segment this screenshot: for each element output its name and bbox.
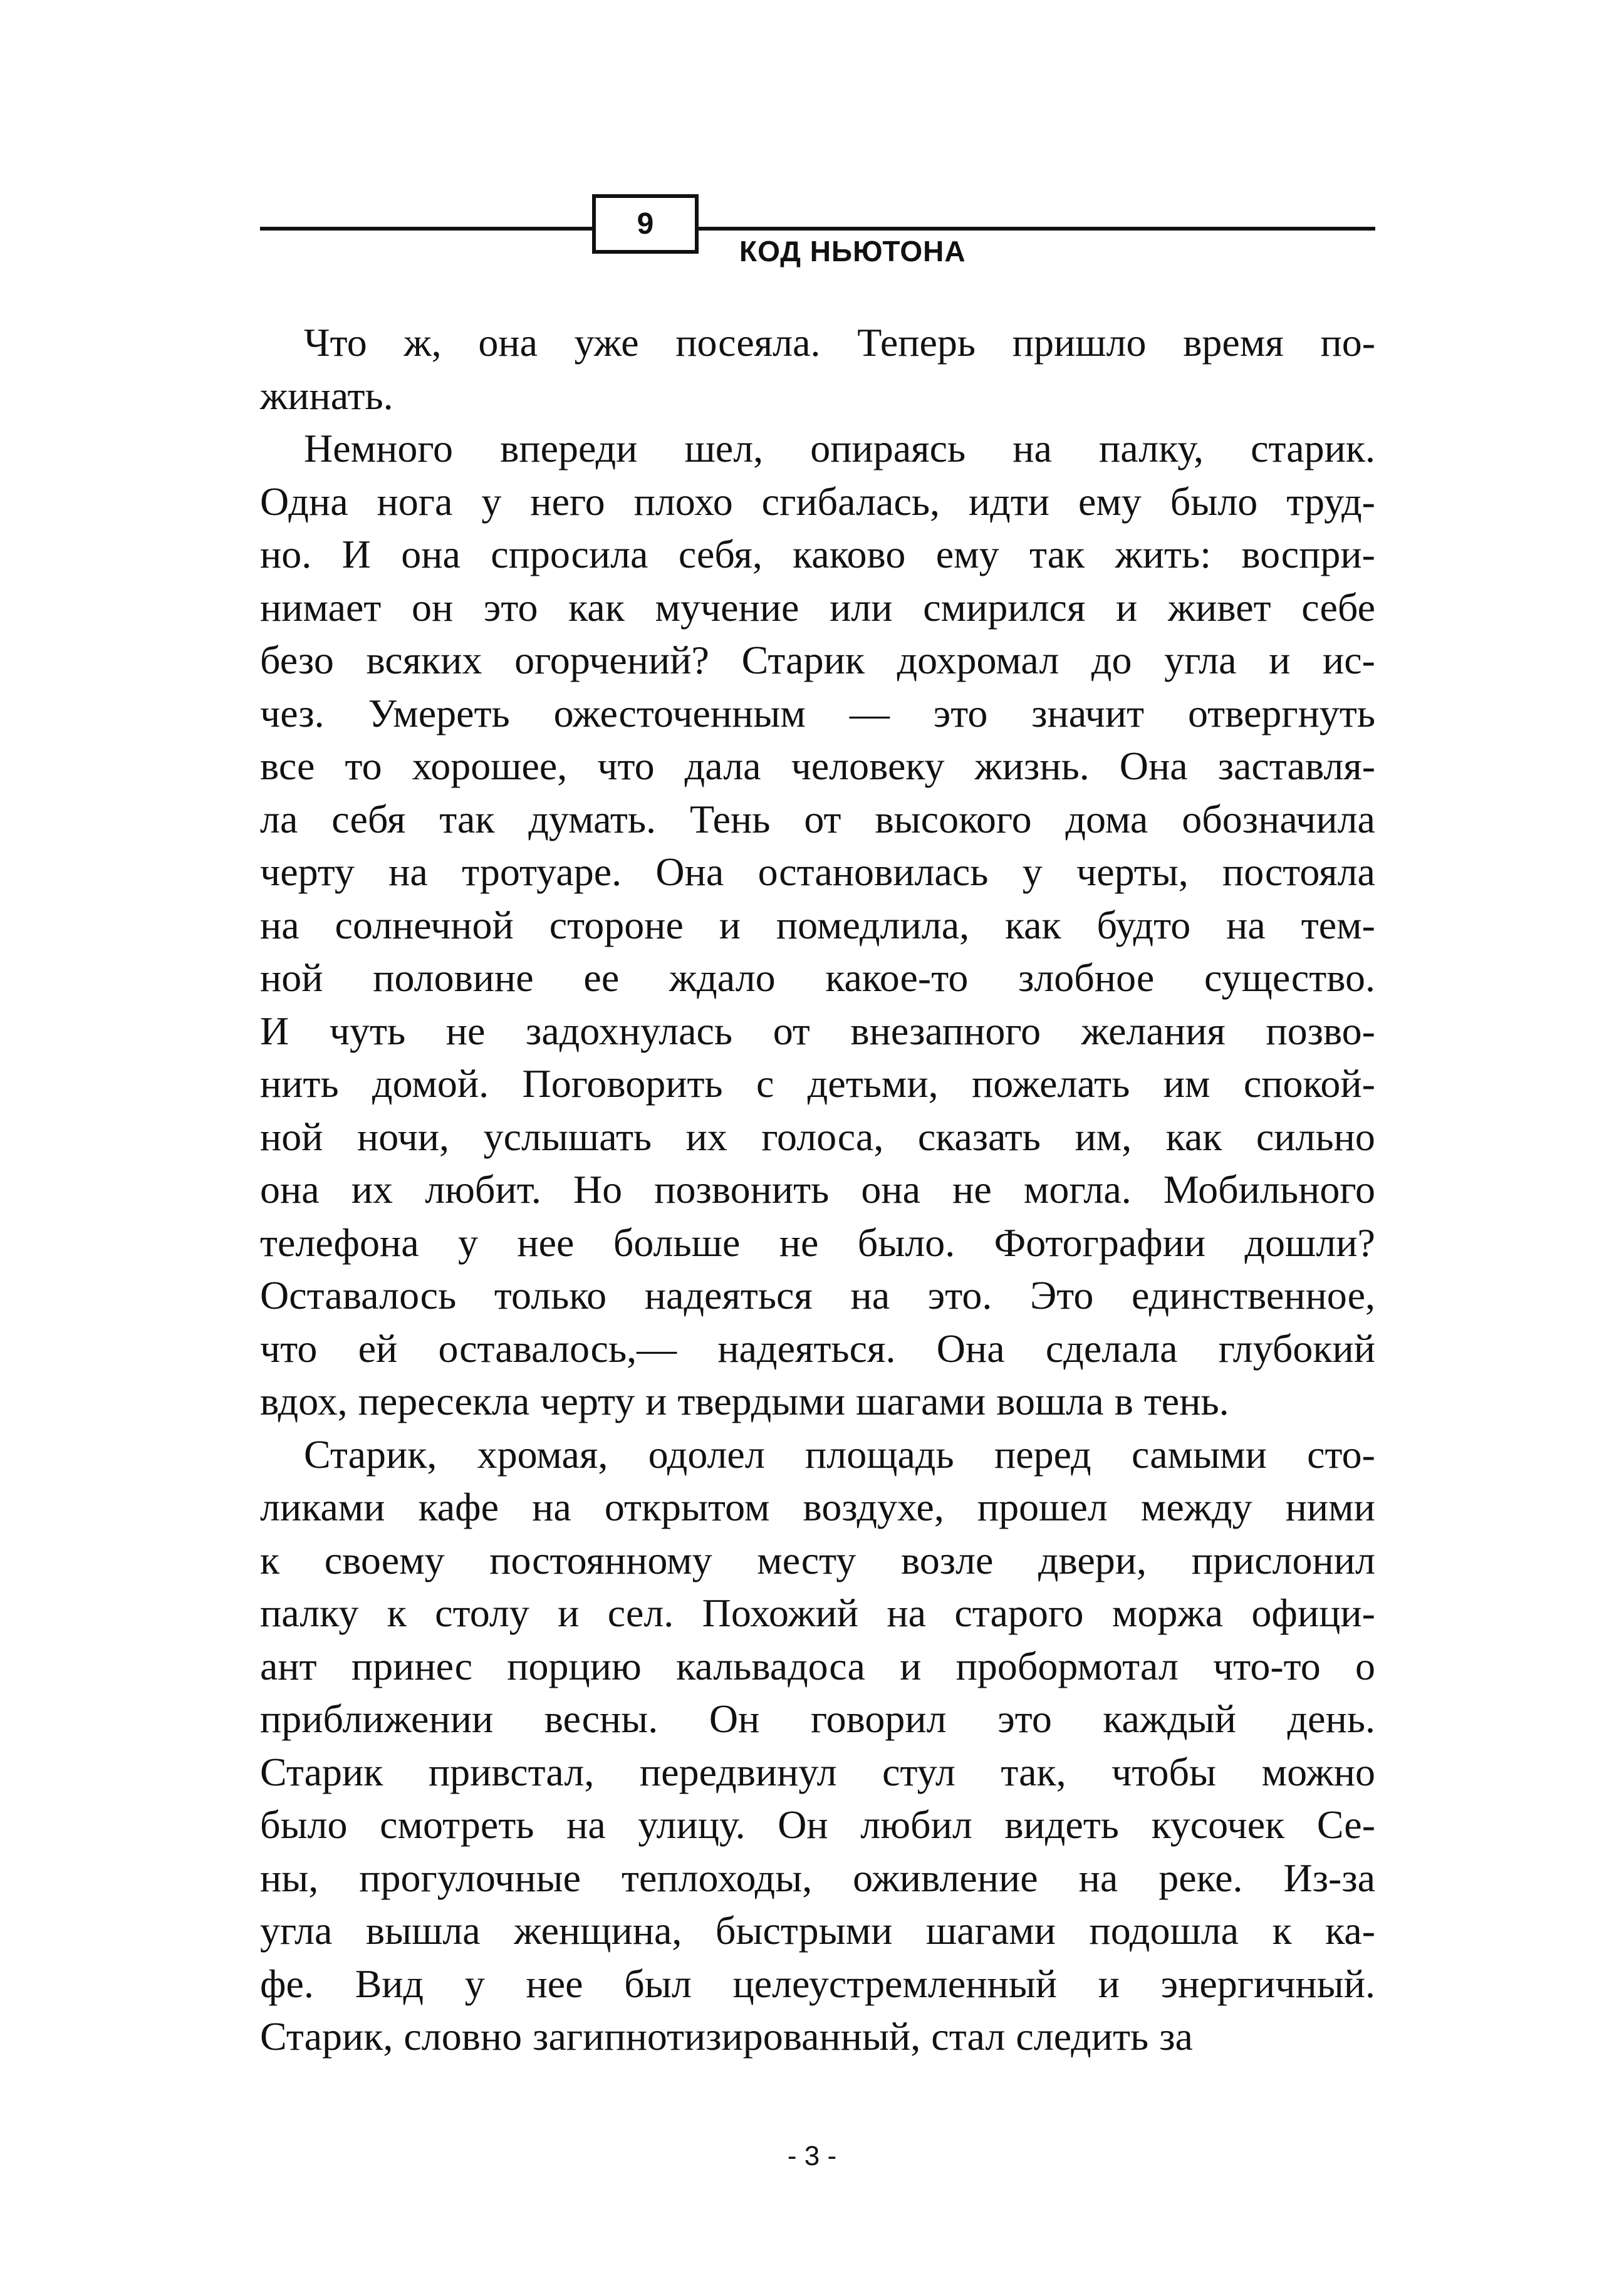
header-page-number: 9 xyxy=(637,207,654,241)
text-line: Что ж, она уже посеяла. Теперь пришло время по- xyxy=(304,320,1375,365)
header-page-box xyxy=(592,194,699,254)
text-line: Старик привстал, передвинул стул так, чтобы можно xyxy=(260,1749,1375,1794)
text-line: ной ночи, услышать их голоса, сказать им, как сильно xyxy=(260,1114,1375,1159)
page-body-text xyxy=(260,316,1375,2064)
text-line: Немного впереди шел, опираясь на палку, старик. xyxy=(304,426,1375,470)
text-line: жинать. xyxy=(260,373,393,418)
text-line: она их любит. Но позвонить она не могла. Мобильного xyxy=(260,1167,1375,1212)
text-line: ант принес порцию кальвадоса и пробормотал что-то о xyxy=(260,1643,1375,1688)
text-line: Старик, словно загипнотизированный, стал следить за xyxy=(260,2014,1193,2059)
text-line: фе. Вид у нее был целеустремленный и энергичный. xyxy=(260,1961,1375,2006)
text-line: на солнечной стороне и помедлила, как будто на тем- xyxy=(260,902,1375,947)
text-line: чез. Умереть ожесточенным — это значит отвергнуть xyxy=(260,690,1375,735)
text-line: ной половине ее ждало какое-то злобное существо. xyxy=(260,955,1375,1000)
text-line: но. И она спросила себя, каково ему так жить: воспри- xyxy=(260,532,1375,576)
text-line: все то хорошее, что дала человеку жизнь. Она заставля- xyxy=(260,744,1375,788)
text-line: ны, прогулочные теплоходы, оживление на реке. Из-за xyxy=(260,1855,1375,1900)
text-line: палку к столу и сел. Похожий на старого моржа офици- xyxy=(260,1591,1375,1635)
page-number-footer: - 3 - xyxy=(787,2141,837,2171)
text-line: черту на тротуаре. Она остановилась у черты, постояла xyxy=(260,849,1375,894)
text-line: к своему постоянному месту возле двери, прислонил xyxy=(260,1537,1375,1582)
header-rule-right xyxy=(695,227,1375,231)
text-line: телефона у нее больше не было. Фотографии дошли? xyxy=(260,1220,1375,1265)
text-line: нить домой. Поговорить с детьми, пожелать им спокой- xyxy=(260,1061,1375,1106)
header-rule-left xyxy=(260,227,592,231)
text-line: безо всяких огорчений? Старик дохромал до угла и ис- xyxy=(260,638,1375,682)
text-line: угла вышла женщина, быстрыми шагами подошла к ка- xyxy=(260,1908,1375,1953)
text-line: приближении весны. Он говорил это каждый день. xyxy=(260,1696,1375,1741)
text-line: Оставалось только надеяться на это. Это единственное, xyxy=(260,1273,1375,1317)
text-line: Старик, хромая, одолел площадь перед самыми сто- xyxy=(304,1431,1375,1477)
text-line: ликами кафе на открытом воздухе, прошел между ними xyxy=(260,1485,1375,1529)
running-header xyxy=(260,188,1375,276)
text-line: Одна нога у него плохо сгибалась, идти ему было труд- xyxy=(260,479,1375,524)
header-book-title: КОД НЬЮТОНА xyxy=(739,235,966,268)
text-line: вдох, пересекла черту и твердыми шагами вошла в тень. xyxy=(260,1379,1229,1423)
text-line: нимает он это как мучение или смирился и живет себе xyxy=(260,584,1375,630)
text-line: И чуть не задохнулась от внезапного желания позво- xyxy=(260,1008,1375,1053)
text-line: ла себя так думать. Тень от высокого дома обозначила xyxy=(260,796,1375,841)
text-line: было смотреть на улицу. Он любил видеть кусочек Се- xyxy=(260,1802,1375,1847)
text-line: что ей оставалось,— надеяться. Она сделала глубокий xyxy=(260,1326,1375,1371)
